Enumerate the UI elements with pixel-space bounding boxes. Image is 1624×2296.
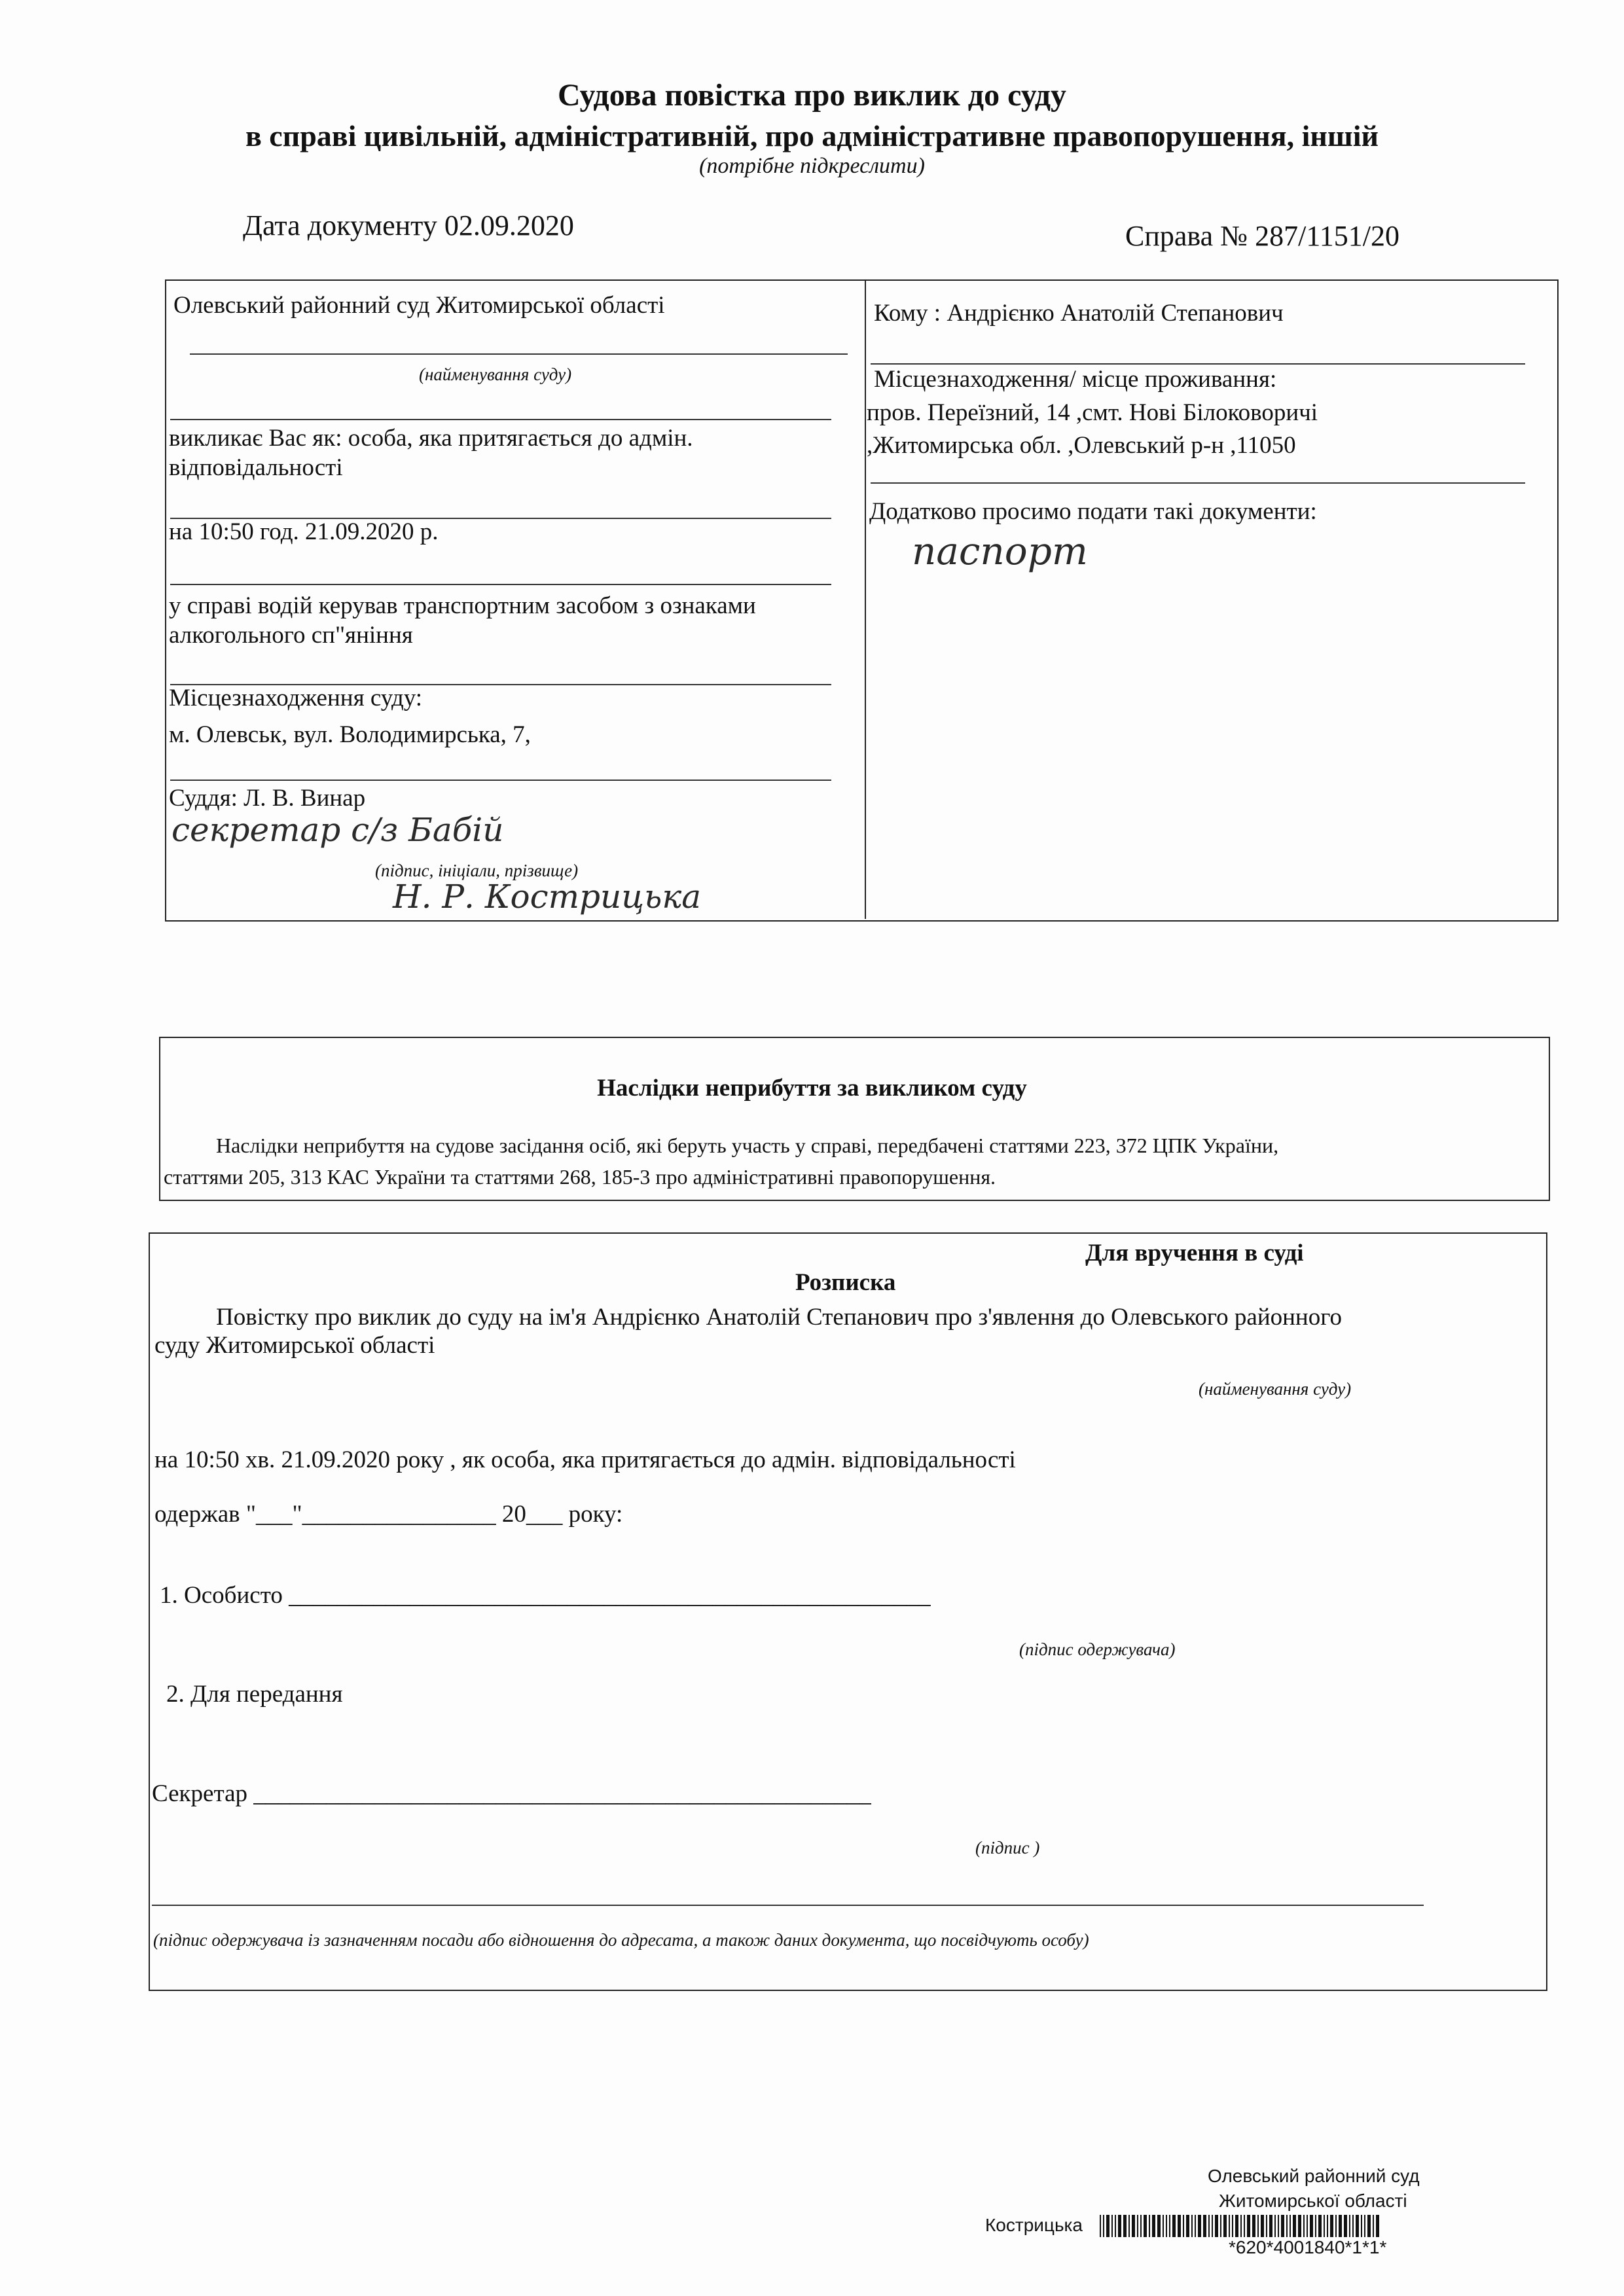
barcode-bar (1281, 2215, 1284, 2237)
barcode-bar (1169, 2215, 1170, 2237)
handwritten-docs: паспорт (912, 529, 1088, 573)
for-court-label: Для вручення в суді (1085, 1240, 1304, 1266)
document-subtitle: в справі цивільній, адміністративній, про адміністративне правопорушення, іншій (245, 119, 1379, 152)
barcode-bar (1252, 2215, 1255, 2237)
receipt-title: Розписка (795, 1269, 896, 1296)
receipt-footnote: (підпис одержувача із зазначенням посади або відношення до адресата, а також даних документа, що посвідчують особу) (153, 1930, 1089, 1950)
barcode-bar (1132, 2215, 1135, 2237)
docs-label: Додатково просимо подати такі документи: (869, 498, 1317, 525)
barcode-bar (1361, 2215, 1362, 2237)
received-date-field[interactable]: одержав "___"________________ 20___ року: (154, 1501, 623, 1528)
recipient-caption: (підпис одержувача) (1019, 1640, 1176, 1659)
consequences-text: Наслідки неприбуття на судове засідання осіб, які беруть участь у справі, передбачені статтями 223, 372 ЦПК України, (216, 1134, 1279, 1157)
court-caption: (найменування суду) (419, 365, 572, 384)
secretary-signature-field[interactable]: Секретар ___________________________________________________ (152, 1780, 871, 1807)
barcode-bar (1315, 2215, 1316, 2237)
barcode-bar (1118, 2215, 1121, 2237)
divider (190, 353, 848, 355)
barcode-bar (1349, 2215, 1350, 2237)
barcode-bar (1144, 2215, 1147, 2237)
signature-caption: (підпис, ініціали, прізвище) (375, 861, 579, 880)
barcode-bar (1324, 2215, 1325, 2237)
divider (170, 584, 831, 585)
barcode-bar (1140, 2215, 1142, 2237)
barcode-bar (1376, 2215, 1379, 2237)
barcode-bar (1212, 2215, 1213, 2237)
barcode-bar (1128, 2215, 1130, 2237)
subtitle-note: (потрібне підкреслити) (699, 154, 925, 178)
barcode-bar (1111, 2215, 1113, 2237)
barcode-bar (1103, 2215, 1104, 2237)
barcode-bar (1298, 2215, 1301, 2237)
column-divider (865, 279, 866, 919)
barcode-bar (1152, 2215, 1155, 2237)
clerk-name: Кострицька (985, 2215, 1083, 2235)
barcode-bar (1157, 2215, 1161, 2237)
consequences-title: Наслідки неприбуття за викликом суду (597, 1075, 1027, 1102)
address-line1: пров. Переїзний, 14 ,смт. Нові Білоковоричі (867, 399, 1318, 426)
barcode-bar (1356, 2215, 1359, 2237)
receipt-time: на 10:50 хв. 21.09.2020 року , як особа, яка притягається до адмін. відповідальності (154, 1446, 1016, 1473)
barcode-bar (1257, 2215, 1259, 2237)
address-line2: ,Житомирська обл. ,Олевський р-н ,11050 (867, 432, 1296, 459)
summons-role: викликає Вас як: особа, яка притягається до адмін. (169, 425, 693, 452)
barcode-bar (1367, 2215, 1371, 2237)
barcode-bar (1261, 2215, 1264, 2237)
handwritten-secretary-signature: секретар с/з Бабій (171, 811, 504, 849)
handwritten-clerk-signature: Н. Р. Кострицька (393, 878, 702, 916)
court-name: Олевський районний суд Житомирської області (173, 292, 665, 319)
barcode-bar (1100, 2215, 1101, 2237)
footer-court-line1: Олевський районний суд (1208, 2166, 1420, 2186)
barcode-bar (1149, 2215, 1150, 2237)
barcode-bar (1339, 2215, 1342, 2237)
divider (871, 482, 1525, 484)
barcode-bar (1195, 2215, 1196, 2237)
barcode-bar (1303, 2215, 1305, 2237)
summons-role-cont: відповідальності (169, 454, 343, 481)
barcode-bar (1352, 2215, 1354, 2237)
barcode-bar (1335, 2215, 1337, 2237)
case-number: Справа № 287/1151/20 (1125, 220, 1399, 252)
transfer-label: 2. Для передання (166, 1681, 343, 1708)
barcode-bar (1223, 2215, 1227, 2237)
barcode-bar (1244, 2215, 1245, 2237)
case-subject-cont: алкогольного сп"яніння (169, 622, 413, 649)
barcode-bar (1235, 2215, 1238, 2237)
barcode-bar (1137, 2215, 1138, 2237)
hearing-time: на 10:50 год. 21.09.2020 р. (169, 518, 439, 545)
barcode-bar (1364, 2215, 1365, 2237)
barcode-bar (1208, 2215, 1210, 2237)
barcode-bar (1290, 2215, 1291, 2237)
barcode-bar (1310, 2215, 1313, 2237)
court-caption: (найменування суду) (1199, 1379, 1352, 1399)
case-subject: у справі водій керував транспортним засобом з ознаками (169, 592, 756, 619)
barcode-bar (1318, 2215, 1322, 2237)
barcode-bar (1240, 2215, 1242, 2237)
barcode-bar (1166, 2215, 1167, 2237)
recipient-name: Кому : Андрієнко Анатолій Степанович (874, 300, 1284, 327)
barcode-bar (1307, 2215, 1308, 2237)
barcode-bar (1123, 2215, 1127, 2237)
barcode-bar (1344, 2215, 1347, 2237)
barcode-bar (1327, 2215, 1328, 2237)
personally-signature-field[interactable]: 1. Особисто _____________________________________________________ (160, 1582, 931, 1609)
barcode-bar (1172, 2215, 1176, 2237)
barcode-number: *620*4001840*1*1* (1229, 2237, 1387, 2257)
barcode-bar (1269, 2215, 1272, 2237)
barcode-bar (1183, 2215, 1184, 2237)
court-location: м. Олевськ, вул. Володимирська, 7, (169, 721, 531, 748)
barcode-bar (1186, 2215, 1189, 2237)
footer-court-line2: Житомирської області (1219, 2191, 1407, 2211)
document-title: Судова повістка про виклик до суду (557, 78, 1067, 113)
divider (170, 780, 831, 781)
barcode-bar (1115, 2215, 1116, 2237)
barcode-bar (1198, 2215, 1201, 2237)
barcode-bar (1293, 2215, 1296, 2237)
barcode-bar (1229, 2215, 1230, 2237)
barcode-bar (1286, 2215, 1288, 2237)
divider (152, 1905, 1424, 1906)
divider (170, 419, 831, 420)
divider (871, 363, 1525, 365)
barcode-bar (1266, 2215, 1267, 2237)
consequences-text-cont: статтями 205, 313 КАС України та статтями 268, 185-3 про адміністративні правопорушення. (164, 1165, 996, 1189)
court-location-label: Місцезнаходження суду: (169, 685, 423, 711)
barcode-bar (1106, 2215, 1110, 2237)
barcode-bar (1274, 2215, 1276, 2237)
receipt-text: Повістку про виклик до суду на ім'я Андрієнко Анатолій Степанович про з'явлення до Олевського районного (216, 1304, 1342, 1331)
document-date: Дата документу 02.09.2020 (243, 209, 574, 242)
receipt-text-cont: суду Житомирської області (154, 1332, 435, 1359)
barcode-bar (1247, 2215, 1250, 2237)
barcode-bar (1203, 2215, 1206, 2237)
barcode-bar (1220, 2215, 1221, 2237)
barcode-bar (1191, 2215, 1193, 2237)
secretary-caption: (підпис ) (975, 1838, 1040, 1857)
barcode-bar (1178, 2215, 1181, 2237)
judge-name: Суддя: Л. В. Винар (169, 785, 366, 812)
barcode-bar (1163, 2215, 1164, 2237)
barcode-bar (1278, 2215, 1279, 2237)
barcode (1100, 2215, 1379, 2237)
barcode-bar (1373, 2215, 1374, 2237)
barcode-bar (1330, 2215, 1333, 2237)
barcode-bar (1215, 2215, 1218, 2237)
barcode-bar (1232, 2215, 1233, 2237)
address-label: Місцезнаходження/ місце проживання: (874, 366, 1277, 393)
